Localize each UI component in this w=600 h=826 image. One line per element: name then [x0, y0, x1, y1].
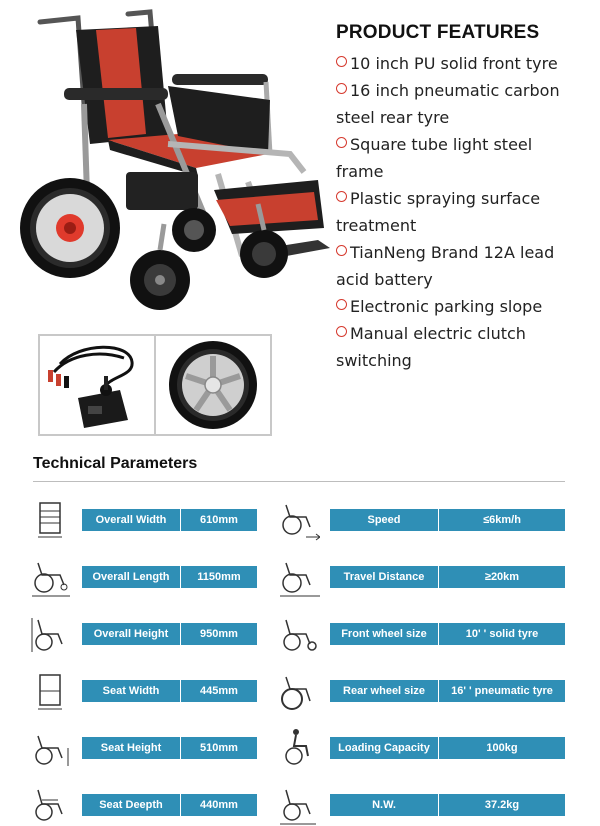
- param-value: 445mm: [181, 680, 257, 702]
- wheelchair-weight-icon: [276, 782, 320, 826]
- wheelchair-front-wheel-icon: [276, 612, 320, 656]
- bullet-circle-icon: [336, 245, 347, 256]
- param-row-loading-capacity: [330, 737, 565, 759]
- bullet-circle-icon: [336, 56, 347, 67]
- param-label: Travel Distance: [330, 566, 439, 588]
- bullet-circle-icon: [336, 326, 347, 337]
- wheelchair-load-icon: [276, 726, 320, 770]
- wheelchair-side-length-icon: [28, 555, 72, 599]
- param-row-rear-wheel-size: [330, 680, 565, 702]
- feature-line: 10 inch PU solid front tyre: [336, 50, 592, 77]
- wheelchair-speed-icon: [276, 497, 320, 541]
- features-list: [336, 50, 592, 374]
- param-row-front-wheel-size: [330, 623, 565, 645]
- param-value: 100kg: [439, 737, 565, 759]
- feature-line: Plastic spraying surface: [336, 185, 592, 212]
- feature-line: Electronic parking slope: [336, 293, 592, 320]
- param-label: Overall Width: [82, 509, 181, 531]
- section-divider: [33, 481, 565, 482]
- wheel-thumbnail: [154, 334, 272, 436]
- wheelchair-seat-width-icon: [28, 669, 72, 713]
- param-value: 16' ' pneumatic tyre: [439, 680, 565, 702]
- param-value: 610mm: [181, 509, 257, 531]
- wheelchair-distance-icon: [276, 555, 320, 599]
- feature-line: treatment: [336, 216, 417, 235]
- param-label: Seat Height: [82, 737, 181, 759]
- feature-line: frame: [336, 162, 384, 181]
- controller-thumbnail: [38, 334, 156, 436]
- param-label: Overall Height: [82, 623, 181, 645]
- feature-line: TianNeng Brand 12A lead: [336, 239, 592, 266]
- joystick-controller-icon: [40, 336, 154, 434]
- param-value: 510mm: [181, 737, 257, 759]
- product-features: [336, 22, 592, 374]
- wheelchair-product-image: [18, 4, 338, 324]
- wheelchair-seat-height-icon: [28, 726, 72, 770]
- param-value: ≥20km: [439, 566, 565, 588]
- feature-line: Manual electric clutch: [336, 320, 592, 347]
- feature-line: acid battery: [336, 270, 433, 289]
- bullet-circle-icon: [336, 299, 347, 310]
- wheelchair-side-height-icon: [28, 612, 72, 656]
- param-label: Seat Deepth: [82, 794, 181, 816]
- param-label: Loading Capacity: [330, 737, 439, 759]
- param-value: 950mm: [181, 623, 257, 645]
- param-row-travel-distance: [330, 566, 565, 588]
- param-label: Seat Width: [82, 680, 181, 702]
- wheelchair-illustration: [18, 4, 338, 324]
- feature-line: switching: [336, 351, 412, 370]
- param-row-seat-depth: [82, 794, 257, 816]
- feature-line: Square tube light steel: [336, 131, 592, 158]
- param-value: 10' ' solid tyre: [439, 623, 565, 645]
- param-label: Overall Length: [82, 566, 181, 588]
- param-label: N.W.: [330, 794, 439, 816]
- param-row-seat-width: [82, 680, 257, 702]
- technical-parameters-title: Technical Parameters: [33, 455, 198, 472]
- param-label: Speed: [330, 509, 439, 531]
- bullet-circle-icon: [336, 137, 347, 148]
- param-row-overall-width: [82, 509, 257, 531]
- param-row-net-weight: [330, 794, 565, 816]
- param-value: 1150mm: [181, 566, 257, 588]
- wheelchair-rear-wheel-icon: [276, 669, 320, 713]
- feature-line: 16 inch pneumatic carbon: [336, 77, 592, 104]
- param-label: Rear wheel size: [330, 680, 439, 702]
- features-title: PRODUCT FEATURES: [336, 22, 540, 43]
- param-value: ≤6km/h: [439, 509, 565, 531]
- param-label: Front wheel size: [330, 623, 439, 645]
- bullet-circle-icon: [336, 83, 347, 94]
- param-row-overall-length: [82, 566, 257, 588]
- wheelchair-front-view-icon: [28, 497, 72, 541]
- param-value: 37.2kg: [439, 794, 565, 816]
- feature-line: steel rear tyre: [336, 108, 450, 127]
- bullet-circle-icon: [336, 191, 347, 202]
- param-row-speed: [330, 509, 565, 531]
- param-row-overall-height: [82, 623, 257, 645]
- wheelchair-seat-depth-icon: [28, 782, 72, 826]
- param-value: 440mm: [181, 794, 257, 816]
- rear-wheel-icon: [156, 336, 270, 434]
- param-row-seat-height: [82, 737, 257, 759]
